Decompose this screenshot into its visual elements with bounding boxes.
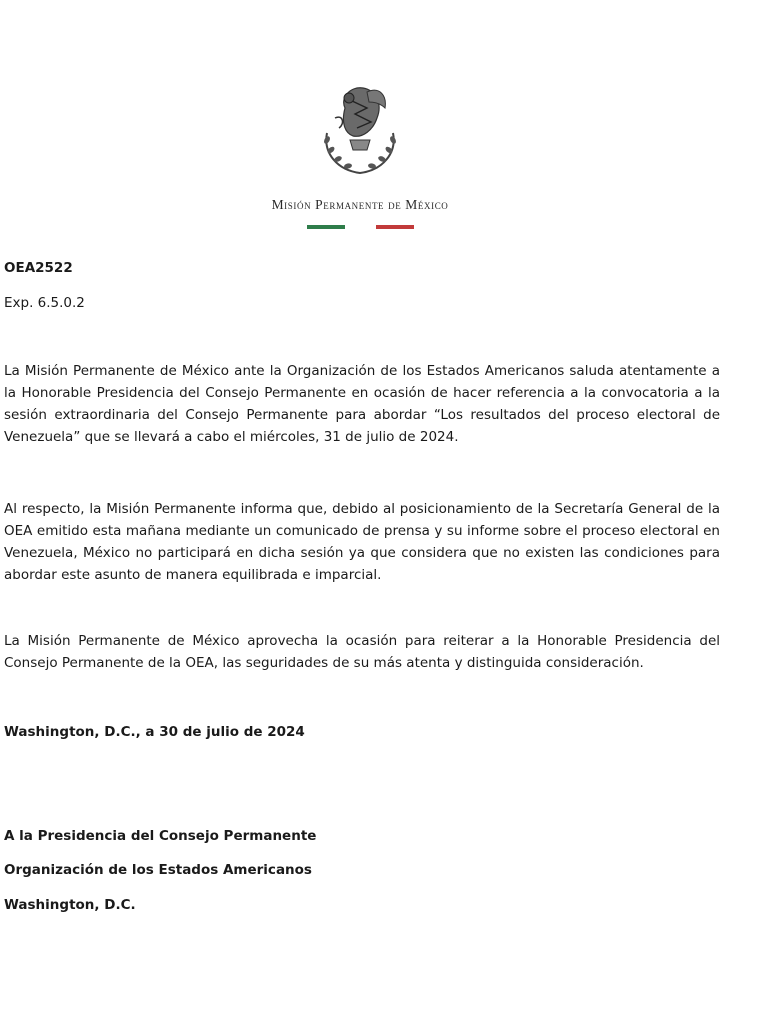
recipient-line-2: Organización de los Estados Americanos <box>4 862 312 878</box>
green-flag-bar <box>307 225 345 229</box>
place-date: Washington, D.C., a 30 de julio de 2024 <box>4 724 305 740</box>
file-number: Exp. 6.5.0.2 <box>4 295 85 311</box>
paragraph-2: Al respecto, la Misión Permanente informa que, debido al posicionamiento de la Secretaría General de la OEA emitido esta mañana mediante un comunicado de prensa y su informe sobre el proceso electoral en Venezuela, México no participará en dicha sesión ya que considera que no existen las condiciones para abordar este asunto de manera equilibrada e imparcial. <box>4 501 720 583</box>
red-flag-bar <box>376 225 414 229</box>
recipient-line-3: Washington, D.C. <box>4 897 136 913</box>
paragraph-3: La Misión Permanente de México aprovecha la ocasión para reiterar a la Honorable Presidencia del Consejo Permanente de la OEA, las seguridades de su más atenta y distinguida consideración. <box>4 633 720 671</box>
coat-of-arms-icon <box>305 78 415 178</box>
paragraph-1: La Misión Permanente de México ante la Organización de los Estados Americanos saluda atentamente a la Honorable Presidencia del Consejo Permanente en ocasión de hacer referencia a la convocatoria a la sesión extraordinaria del Consejo Permanente para abordar “Los resultados del proceso electoral de Venezuela” que se llevará a cabo el miércoles, 31 de julio de 2024. <box>4 363 720 445</box>
recipient-line-1: A la Presidencia del Consejo Permanente <box>4 828 317 844</box>
mission-name: Misión Permanente de México <box>271 197 449 212</box>
reference-number: OEA2522 <box>4 260 73 276</box>
